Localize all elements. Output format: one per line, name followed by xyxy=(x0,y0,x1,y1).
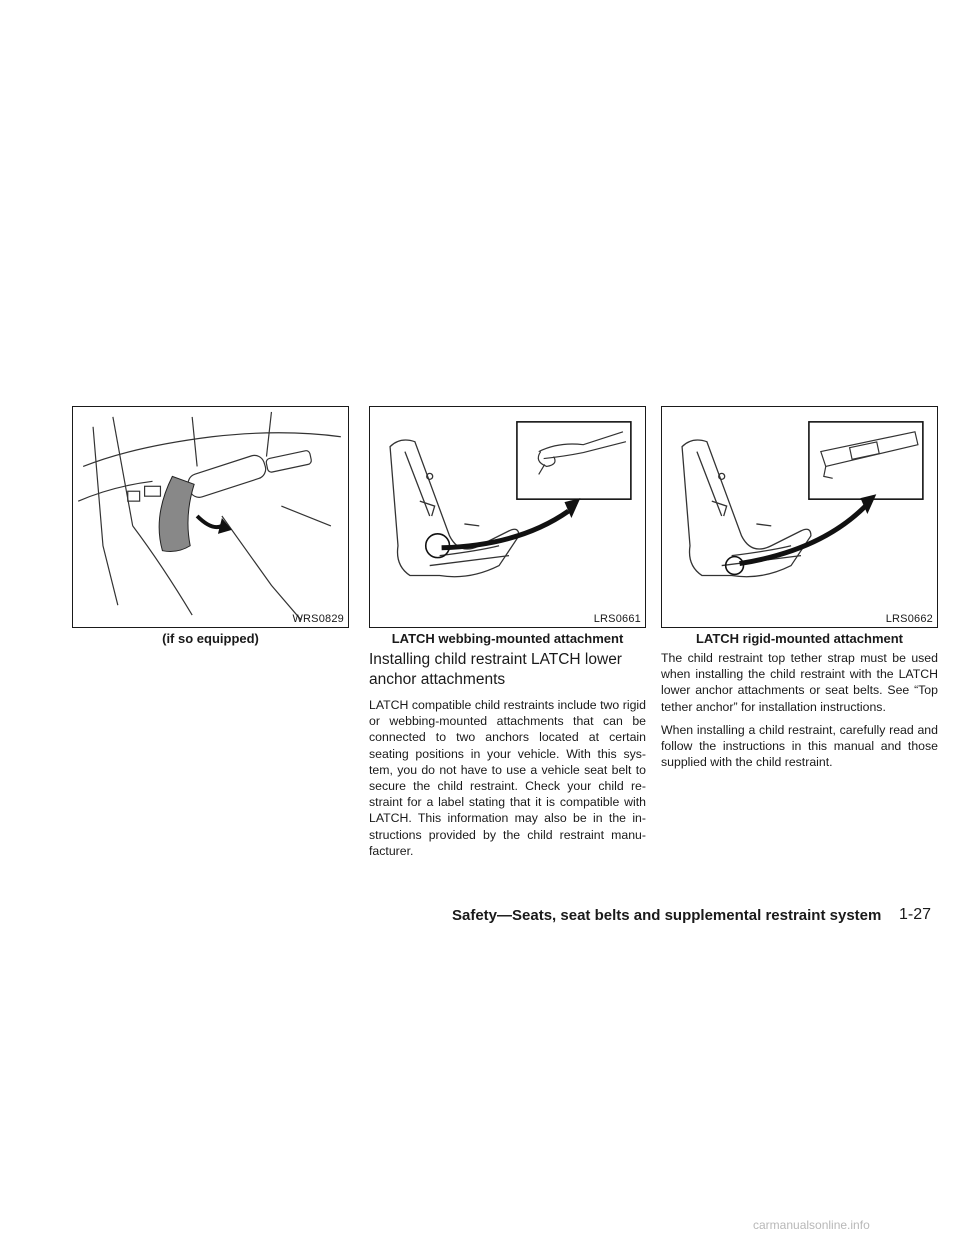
page-number: 1-27 xyxy=(899,906,932,923)
seat-anchor-illustration xyxy=(73,407,348,627)
paragraph-installation-note: When installing a child restraint, carefully read and follow the instructions in this manual and those supplied with the child restraint. xyxy=(661,723,938,770)
section-heading: Installing child restraint LATCH lower anchor attachments xyxy=(369,651,622,688)
figure-code: LRS0661 xyxy=(593,613,641,625)
figure-caption: LATCH rigid-mounted attachment xyxy=(695,631,904,646)
paragraph-latch-intro: LATCH compatible child restraints include two rigid or webbing-mounted attachments that can be connected to two anchors located at certain seating positions in your vehicle. With this sys-tem, you do not have to use a vehicle seat belt to secure the child restraint. Check your child re-straint for a label stating that it is compatible with LATCH. This information may also be in the in-structions provided by the child restraint manu-facturer. xyxy=(369,698,646,858)
footer-section-title: Safety—Seats, seat belts and supplemental restraint system xyxy=(452,907,882,924)
webbing-attachment-illustration xyxy=(370,407,645,627)
watermark: carmanualsonline.info xyxy=(753,1218,870,1232)
figure-code: LRS0662 xyxy=(885,613,933,625)
figure-code: WRS0829 xyxy=(292,613,344,625)
paragraph-top-tether: The child restraint top tether strap must be used when installing the child restraint with the LATCH lower anchor attachments or seat belts. See “Top tether anchor” for installation instructions. xyxy=(661,651,938,714)
figure-caption: (if so equipped) xyxy=(162,631,259,646)
figure-caption: LATCH webbing-mounted attachment xyxy=(391,631,624,646)
figure-webbing-attachment xyxy=(369,406,646,628)
rigid-attachment-illustration xyxy=(662,407,937,627)
figure-rigid-attachment xyxy=(661,406,938,628)
figure-seat-anchor xyxy=(72,406,349,628)
